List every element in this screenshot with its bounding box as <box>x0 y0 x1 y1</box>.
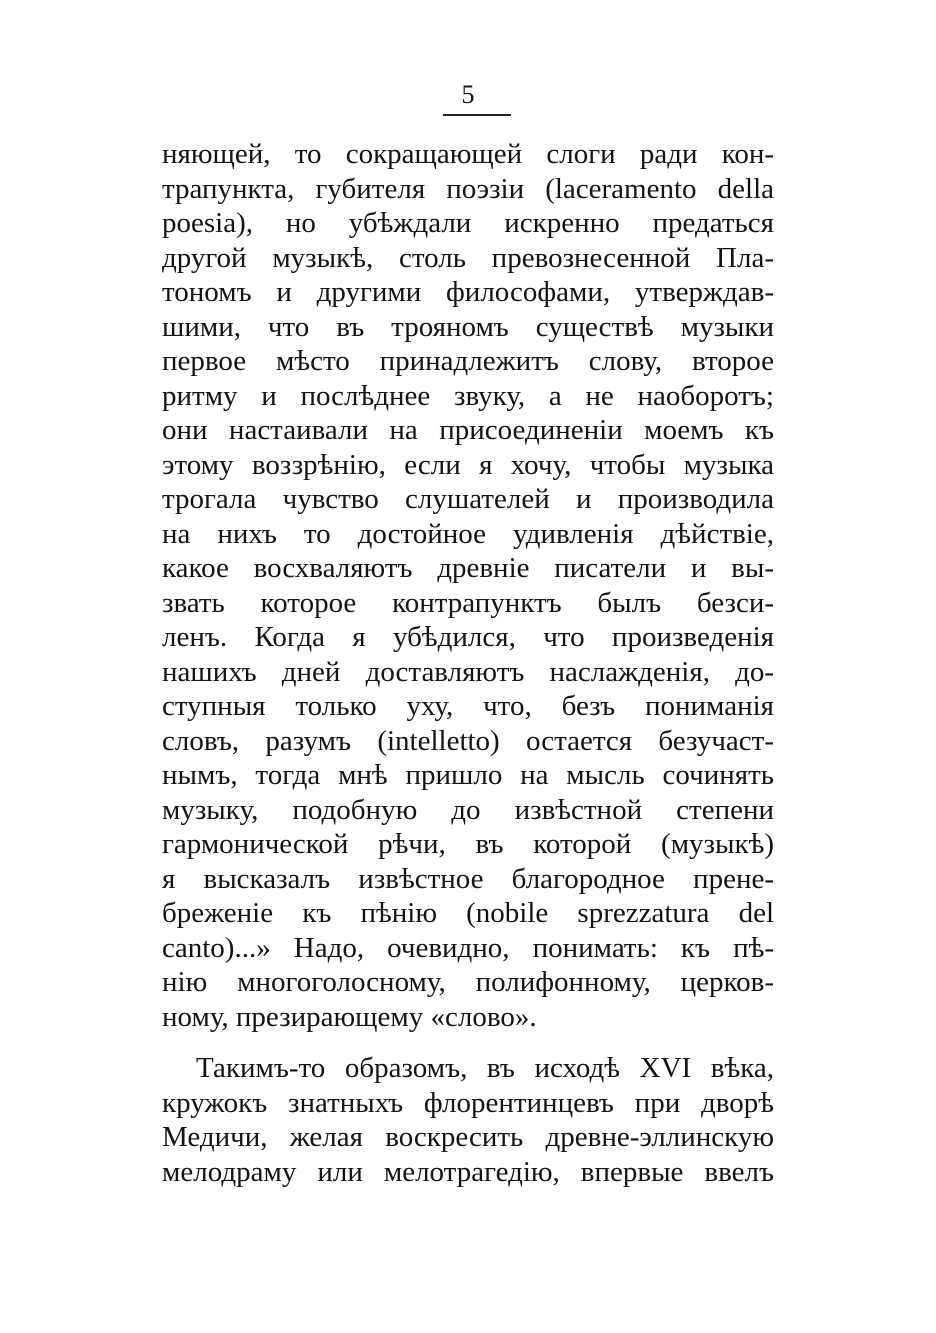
text-line: нашихъ дней доставляютъ наслажденія, до- <box>162 656 774 688</box>
text-line: ленъ. Когда я убѣдился, что произведенія <box>162 621 774 653</box>
text-line: звать которое контрапунктъ былъ безси- <box>162 587 774 619</box>
text-line: няющей, то сокращающей слоги ради кон- <box>162 138 774 170</box>
text-line: нію многоголосному, полифонному, церков- <box>162 966 774 998</box>
text-line: другой музыкѣ, столь превознесенной Пла- <box>162 242 774 274</box>
text-line: poesia), но убѣждали искренно предаться <box>162 207 774 239</box>
text-line: шими, что въ трояномъ существѣ музыки <box>162 311 774 343</box>
text-line: Медичи, желая воскресить древне-эллинскую <box>162 1121 774 1153</box>
page-number-rule <box>443 114 511 116</box>
text-line: гармонической рѣчи, въ которой (музыкѣ) <box>162 828 774 860</box>
text-line: мелодраму или мелотрагедію, впервые ввелъ <box>162 1156 774 1188</box>
text-line: тономъ и другими философами, утверждав- <box>162 276 774 308</box>
text-line: ному, презирающему «слово». <box>162 1001 537 1033</box>
text-line: canto)...» Надо, очевидно, понимать: къ пѣ- <box>162 932 774 964</box>
text-line: музыку, подобную до извѣстной степени <box>162 794 774 826</box>
text-line: ритму и послѣднее звуку, а не наоборотъ; <box>162 380 774 412</box>
text-line: трапункта, губителя поэзіи (laceramento della <box>162 173 774 205</box>
text-line: нымъ, тогда мнѣ пришло на мысль сочинять <box>162 759 774 791</box>
text-line: бреженіе къ пѣнію (nobile sprezzatura del <box>162 897 774 929</box>
text-line: первое мѣсто принадлежитъ слову, второе <box>162 345 774 377</box>
text-line: на нихъ то достойное удивленія дѣйствіе, <box>162 518 774 550</box>
page-number: 5 <box>461 80 475 109</box>
text-line: я высказалъ извѣстное благородное прене- <box>162 863 774 895</box>
text-line: ступныя только уху, что, безъ пониманія <box>162 690 774 722</box>
text-line: они настаивали на присоединеніи моемъ къ <box>162 414 774 446</box>
text-line: этому воззрѣнію, если я хочу, чтобы музыка <box>162 449 774 481</box>
text-line: трогала чувство слушателей и производила <box>162 483 774 515</box>
text-line: словъ, разумъ (intelletto) остается безучаст- <box>162 725 774 757</box>
text-line: кружокъ знатныхъ флорентинцевъ при дворѣ <box>162 1087 774 1119</box>
text-line: Такимъ-то образомъ, въ исходѣ XVI вѣка, <box>196 1052 774 1084</box>
text-line: какое восхваляютъ древніе писатели и вы- <box>162 552 774 584</box>
